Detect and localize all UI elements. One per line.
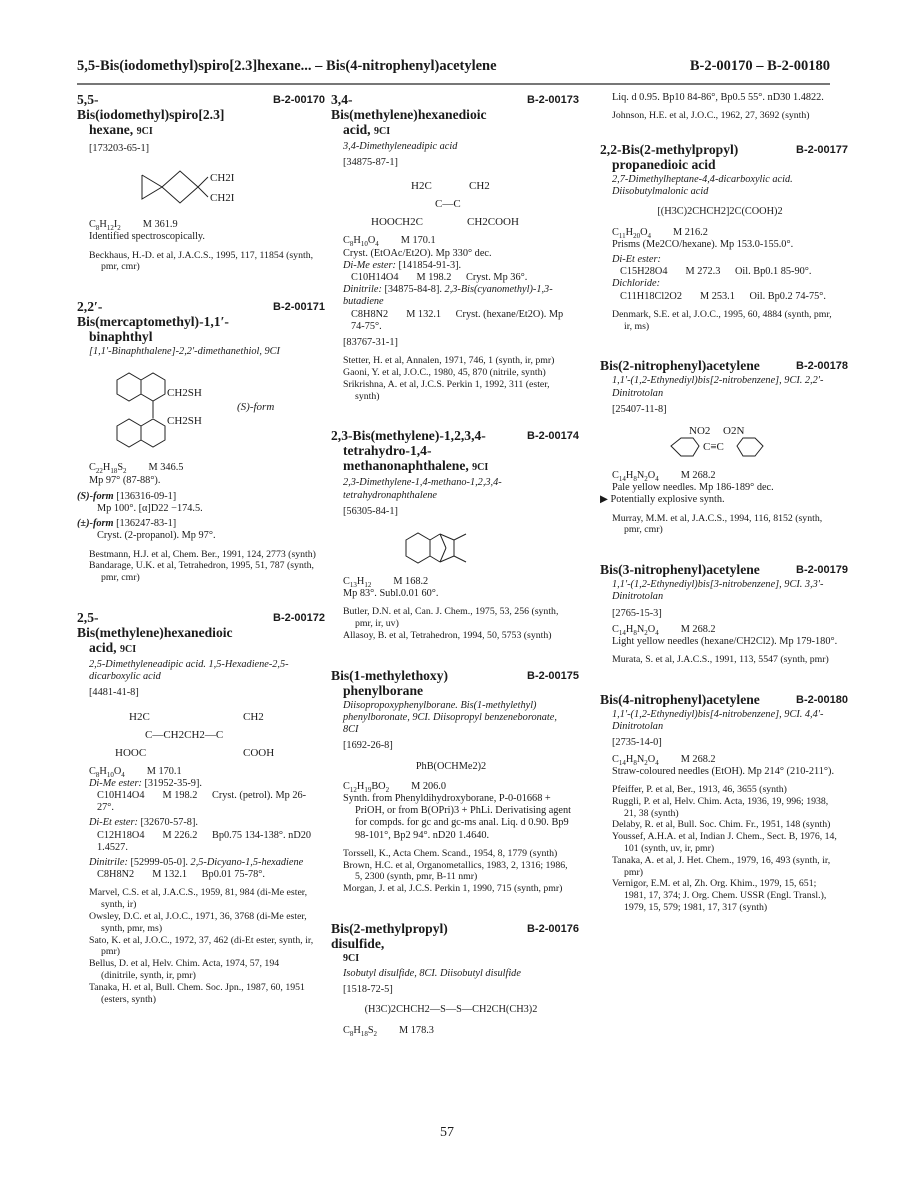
molecular-formula: $C_{14}H_8N_2O_4$ M 268.2 [612, 470, 716, 484]
structure-formula: PhB(OCHMe2)2 [415, 760, 487, 772]
reference: Torssell, K., Acta Chem. Scand., 1954, 8, 1779 (synth) [343, 847, 558, 859]
derivative-label: Di-Me ester: [89, 777, 142, 789]
entry-heading [600, 562, 848, 578]
structure-label: CH2 [243, 710, 264, 723]
references [331, 606, 571, 641]
header-title: 5,5-Bis(iodomethyl)spiro[2.3]hexane... – Bis(4-nitrophenyl)acetylene [77, 58, 497, 74]
reference: Vernigor, E.M. et al, Zh. Org. Khim., 1979, 15, 651; 1981, 17, 374; J. Org. Chem. USSR (Engl. Transl.), 1979, 15, 579; 1981, 17, 317 (synth) [612, 878, 827, 914]
ci-tag: 9CI [119, 644, 137, 656]
molecular-mass: M 268.2 [680, 623, 716, 635]
entry-heading [331, 921, 579, 966]
form-label: (±)-form [77, 518, 114, 530]
derivative-mass: M 226.2 [162, 829, 198, 841]
derivative-mass: M 132.1 [406, 308, 442, 320]
form-text: Mp 100°. [α]D22 −174.5. [97, 503, 203, 515]
references [600, 784, 840, 914]
cas-number: [32670-57-8]. [140, 817, 198, 829]
reference: Sato, K. et al, J.O.C., 1972, 37, 462 (di-Et ester, synth, ir, pmr) [89, 934, 314, 958]
entry-name-cont: acid, [89, 640, 117, 656]
derivative-formula: C10H14O4 [351, 272, 399, 284]
derivative-di-et-ester [600, 254, 840, 266]
substituent-label: CH2SH [167, 387, 202, 400]
derivative-text: Bp0.01 75-78°. [201, 869, 265, 881]
synonym: 3,4-Dimethyleneadipic acid [343, 141, 458, 152]
molecular-mass: M 268.2 [680, 753, 716, 765]
derivative-text: Cryst. (hexane/Et2O). Mp 74-75°. [351, 308, 564, 332]
derivative-di-et-ester [77, 817, 317, 829]
structure-formula: (H3C)2CHCH2—S—S—CH2CH(CH3)2 [364, 1004, 538, 1016]
references [331, 355, 571, 402]
entry-text: Synth. from Phenyldihydroxyborane, P-0-01668 + PriOH, or from B(OPri)3 + PhLi. Derivatising agent for compds. for gc and gc-ms anal. Liq. d 0.90. Bp9 98-101°, Bp2 94°. nD20 1.4640. [343, 793, 572, 841]
structure-diene-diacid [331, 177, 571, 229]
derivative-data [77, 830, 317, 854]
derivative-label: Di-Et ester: [89, 817, 138, 829]
reference: Srikrishna, A. et al, J.C.S. Perkin 1, 1992, 311 (ester, synth) [343, 378, 550, 402]
entry-b-2-00176-continued [600, 92, 840, 122]
derivative-formula: C15H28O4 [620, 266, 668, 278]
cas-number: [1518-72-5] [343, 984, 393, 996]
derivative-dinitrile [77, 857, 317, 869]
entry-text: Prisms (Me2CO/hexane). Mp 153.0-155.0°. [612, 238, 794, 250]
structure-spirohexane [77, 163, 317, 213]
structure-label: HOOCH2C [371, 216, 423, 229]
entry-name: 2,2-Bis(2-methylpropyl) [600, 142, 739, 157]
entry-id: B-2-00176 [527, 923, 579, 936]
substituent-label: CH2I [210, 172, 235, 185]
entry-id: B-2-00171 [273, 301, 325, 314]
entry-name: Bis(3-nitrophenyl)acetylene [600, 562, 760, 578]
molecular-mass: M 361.9 [142, 219, 178, 231]
references [600, 309, 840, 333]
cas-number: [2765-15-3] [612, 607, 662, 619]
molecular-mass: M 168.2 [393, 576, 429, 588]
references [77, 250, 317, 274]
entry-b-2-00175 [331, 667, 579, 895]
header-range: B-2-00170 – B-2-00180 [689, 58, 830, 74]
entry-name-cont: hexane, [89, 122, 134, 137]
entry-text: Mp 97° (87-88°). [89, 474, 161, 486]
reference: Tanaka, A. et al, J. Het. Chem., 1979, 16, 493 (synth, ir, pmr) [612, 854, 831, 878]
references [77, 549, 317, 584]
derivative-dinitrile [331, 284, 571, 308]
derivative-mass: M 253.1 [699, 290, 735, 302]
structure-methanonaphthalene [331, 526, 571, 570]
entry-heading [331, 428, 579, 475]
molecular-formula: $C_8H_{10}O_4$ M 170.1 [343, 235, 436, 249]
cas-number: [141854-91-3]. [398, 259, 462, 271]
structure-label: H2C [129, 710, 150, 723]
cas-number: [34875-84-8]. [384, 284, 442, 296]
entry-b-2-00180 [600, 692, 848, 914]
derivative-data [600, 266, 840, 278]
structure-diene-diacid [77, 708, 317, 760]
references [331, 848, 571, 895]
derivative-text: Oil. Bp0.1 85-90°. [734, 266, 812, 278]
entry-text: Cryst. (EtOAc/Et2O). Mp 330° dec. [343, 247, 492, 259]
column-3 [600, 92, 848, 940]
entry-heading [77, 92, 325, 139]
entry-b-2-00171 [77, 299, 325, 584]
entry-name-cont: acid, [343, 122, 371, 137]
molecular-mass: M 178.3 [399, 1024, 434, 1036]
entry-text: Liq. d 0.95. Bp10 84-86°, Bp0.5 55°. nD30 1.4822. [612, 92, 824, 103]
derivative-mass: M 198.2 [416, 272, 452, 284]
reference: Stetter, H. et al, Annalen, 1971, 746, 1 (synth, ir, pmr) [343, 355, 555, 367]
page-number: 57 [440, 1125, 454, 1140]
references [600, 513, 840, 537]
synonym: 2,3-Dimethylene-1,4-methano-1,2,3,4-tetrahydronaphthalene [343, 477, 502, 501]
substituent-label: NO2 [689, 425, 711, 438]
synonym: Isobutyl disulfide, 8CI. Diisobutyl disulfide [343, 968, 521, 980]
derivative-data [331, 309, 571, 333]
derivative-text: Cryst. Mp 36°. [465, 272, 528, 284]
derivative-mass: M 198.2 [162, 790, 198, 802]
reference: Delaby, R. et al, Bull. Soc. Chim. Fr., 1951, 148 (synth) [612, 819, 831, 831]
substituent-label: CH2I [210, 192, 235, 205]
derivative-synonym: 2,5-Dicyano-1,5-hexadiene [190, 857, 304, 869]
reference: Johnson, H.E. et al, J.O.C., 1962, 27, 3692 (synth) [612, 110, 810, 122]
ci-tag: 9CI [136, 126, 153, 137]
entry-text: Light yellow needles (hexane/CH2Cl2). Mp 179-180°. [612, 636, 838, 648]
molecular-mass: M 268.2 [680, 470, 716, 482]
column-1 [77, 92, 325, 1031]
reference: Bestmann, H.J. et al, Chem. Ber., 1991, 124, 2773 (synth) [89, 548, 316, 560]
entry-text: Mp 83°. Subl.0.01 60°. [343, 588, 439, 600]
derivative-synonym: 2,3-Bis(cyanomethyl)-1,3-butadiene [343, 284, 553, 308]
entry-b-2-00178 [600, 358, 848, 536]
synonym: 2,5-Dimethyleneadipic acid. 1,5-Hexadiene-2,5-dicarboxylic acid [89, 659, 289, 683]
entry-b-2-00172 [77, 610, 325, 1005]
reference: Owsley, D.C. et al, J.O.C., 1971, 36, 3768 (di-Me ester, synth, pmr, ms) [89, 911, 307, 934]
derivative-label: Di-Et ester: [612, 254, 661, 266]
structure-label: H2C [411, 180, 432, 193]
entry-heading [77, 299, 325, 345]
molecular-formula: $C_{13}H_{12}$ M 168.2 [343, 576, 429, 590]
entry-id: B-2-00173 [527, 94, 579, 106]
synonym: 1,1′-(1,2-Ethynediyl)bis[3-nitrobenzene], 9CI. 3,3′-Dinitrotolan [612, 579, 824, 603]
derivative-formula: C11H18Cl2O2 [620, 290, 682, 302]
hazard-warning [600, 494, 840, 506]
reference: Youssef, A.H.A. et al, Indian J. Chem., Sect. B, 1976, 14, 101 (synth, uv, ir, pmr) [612, 831, 837, 855]
entry-name-cont: phenylborane [343, 682, 424, 698]
molecular-mass: M 216.2 [673, 226, 708, 238]
derivative-dichloride [600, 278, 840, 290]
reference: Bandarage, U.K. et al, Tetrahedron, 1995, 51, 787 (synth, pmr, cmr) [89, 560, 314, 584]
structure-label: C—C [435, 198, 461, 211]
entry-b-2-00179 [600, 562, 848, 666]
derivative-data [77, 869, 317, 881]
entry-name-cont: propanedioic acid [612, 157, 716, 172]
entry-name-cont: tetrahydro-1,4- [343, 443, 432, 459]
warning-arrow-icon: ▶ [600, 494, 611, 506]
reference: Gaoni, Y. et al, J.O.C., 1980, 45, 870 (nitrile, synth) [343, 367, 546, 379]
reference: Pfeiffer, P. et al, Ber., 1913, 46, 3655 (synth) [612, 784, 787, 796]
derivative-formula: C10H14O4 [97, 790, 145, 802]
synonym: 1,1′-(1,2-Ethynediyl)bis[4-nitrobenzene], 9CI. 4,4′-Dinitrotolan [612, 709, 824, 733]
structure-label: HOOC [115, 746, 147, 759]
entry-id: B-2-00175 [527, 669, 579, 682]
derivative-mass: M 272.3 [685, 266, 721, 278]
molecular-mass: M 346.5 [148, 462, 184, 474]
cas-number: [52999-05-0]. [130, 857, 188, 869]
form-s [77, 491, 317, 503]
entry-id: B-2-00172 [273, 612, 325, 625]
entry-name: 2,3-Bis(methylene)-1,2,3,4- [331, 428, 486, 444]
derivative-formula: C8H8N2 [351, 308, 389, 320]
molecular-formula: $C_{14}H_8N_2O_4$ M 268.2 [612, 753, 716, 767]
reference: Murray, M.M. et al, J.A.C.S., 1994, 116, 8152 (synth, pmr, cmr) [612, 512, 823, 536]
entry-b-2-00177 [600, 142, 848, 332]
entry-id: B-2-00178 [796, 360, 848, 373]
structure-formula: [(H3C)2CHCH2]2C(COOH)2 [657, 206, 783, 218]
header-rule [77, 83, 830, 85]
derivative-label: Dichloride: [612, 278, 661, 290]
entry-heading [331, 667, 579, 698]
substituent-label: O2N [723, 425, 745, 438]
entry-name: 2,5-Bis(methylene)hexanedioic [77, 610, 233, 641]
entry-name: 5,5-Bis(iodomethyl)spiro[2.3] [77, 92, 225, 122]
entry-name: Bis(1-methylethoxy) [331, 667, 449, 683]
entry-name-cont: methanonaphthalene, [343, 458, 469, 474]
reference: Murata, S. et al, J.A.C.S., 1991, 113, 5547 (synth, pmr) [612, 654, 829, 666]
derivative-label: Dinitrile: [89, 857, 128, 869]
entry-heading [600, 692, 848, 708]
derivative-di-me-ester [77, 778, 317, 790]
entry-name: 3,4-Bis(methylene)hexanedioic [331, 92, 487, 122]
column-2 [331, 92, 579, 1063]
entry-name-cont: binaphthyl [89, 329, 153, 345]
molecular-formula: $C_8H_{12}I_2$ M 361.9 [89, 219, 178, 233]
entry-b-2-00173 [331, 92, 579, 402]
substituent-label: CH2SH [167, 415, 202, 428]
molecular-formula: $C_8H_{10}O_4$ M 170.1 [89, 765, 182, 779]
derivative-formula: C12H18O4 [97, 829, 145, 841]
entry-id: B-2-00177 [796, 144, 848, 156]
molecular-formula: $C_{22}H_{18}S_2$ M 346.5 [89, 462, 184, 476]
synonym: 1,1′-(1,2-Ethynediyl)bis[2-nitrobenzene], 9CI. 2,2′-Dinitrotolan [612, 375, 824, 399]
synonym: Diisopropoxyphenylborane. Bis(1-methylethyl) phenylboronate, 9CI. Diisopropyl benzeneboronate, 8CI [343, 699, 557, 736]
reference: Ruggli, P. et al, Helv. Chim. Acta, 1936, 19, 996; 1938, 21, 38 (synth) [612, 795, 829, 819]
ci-tag: 9CI [373, 126, 391, 137]
structure-label: CH2COOH [467, 216, 519, 229]
reference: Denmark, S.E. et al, J.O.C., 1995, 60, 4884 (synth, pmr, ir, ms) [612, 308, 832, 332]
entry-name: Bis(4-nitrophenyl)acetylene [600, 692, 760, 708]
molecular-mass: M 206.0 [411, 780, 447, 792]
form-label: (S)-form [77, 490, 114, 502]
molecular-mass: M 170.1 [400, 235, 436, 247]
derivative-formula: C8H8N2 [97, 869, 135, 881]
references [600, 110, 840, 122]
derivative-di-me-ester [331, 260, 571, 272]
reference: Bellus, D. et al, Helv. Chim. Acta, 1974, 57, 194 (dinitrile, synth, ir, pmr) [89, 958, 280, 982]
reference: Tanaka, H. et al, Bull. Chem. Soc. Jpn., 1987, 60, 1951 (esters, synth) [89, 981, 305, 1005]
reference: Marvel, C.S. et al, J.A.C.S., 1959, 81, 984 (di-Me ester, synth, ir) [89, 887, 308, 911]
cas-number: [25407-11-8] [612, 403, 667, 415]
entry-text: Identified spectroscopically. [89, 231, 205, 243]
cas-number: [31952-35-9]. [144, 777, 202, 789]
warning-text: Potentially explosive synth. [610, 494, 725, 506]
derivative-text: Cryst. (petrol). Mp 26-27°. [97, 790, 307, 814]
entry-b-2-00174 [331, 428, 579, 642]
cas-number: [1692-26-8] [343, 740, 393, 752]
cas-number: [2735-14-0] [612, 737, 662, 749]
derivative-data [600, 291, 840, 303]
entry-heading [331, 92, 579, 139]
cas-number: [83767-31-1] [343, 337, 398, 349]
molecular-formula: $C_{11}H_{20}O_4$ M 216.2 [612, 226, 708, 240]
structure-label: C—CH2CH2—C [145, 728, 224, 741]
derivative-data [331, 272, 571, 284]
references [600, 654, 840, 666]
cas-number: [4481-41-8] [89, 687, 139, 699]
structure-binaphthyl [77, 366, 317, 456]
reference: Morgan, J. et al, J.C.S. Perkin 1, 1990, 715 (synth, pmr) [343, 883, 563, 895]
cas-number: [173203-65-1] [89, 143, 150, 154]
reference: Butler, D.N. et al, Can. J. Chem., 1975, 53, 256 (synth, pmr, ir, uv) [343, 606, 559, 630]
cas-number: [34875-87-1] [343, 157, 398, 169]
entry-text: Pale yellow needles. Mp 186-189° dec. [612, 482, 774, 494]
running-header [77, 58, 830, 88]
cas-number: [56305-84-1] [343, 505, 398, 517]
entry-text: Straw-coloured needles (EtOH). Mp 214° (210-211°). [612, 765, 835, 777]
entry-id: B-2-00174 [527, 430, 579, 443]
entry-heading [77, 610, 325, 657]
derivative-text: Oil. Bp0.2 74-75°. [749, 290, 826, 302]
derivative-label: Dinitrile: [343, 284, 382, 296]
form-text: Cryst. (2-propanol). Mp 97°. [97, 530, 216, 542]
entry-heading [600, 358, 848, 374]
derivative-mass: M 132.1 [152, 869, 188, 881]
references [77, 887, 317, 1005]
entry-name: Bis(2-methylpropyl) disulfide, [331, 921, 448, 952]
entry-id: B-2-00179 [796, 564, 848, 577]
structure-label: C≡C [703, 441, 724, 454]
entry-name: 2,2′-Bis(mercaptomethyl)-1,1′- [77, 299, 229, 330]
entry-id: B-2-00180 [796, 694, 848, 707]
entry-b-2-00176 [331, 921, 579, 1038]
molecular-formula: $C_{12}H_{19}BO_2$ M 206.0 [343, 780, 447, 794]
structure-label: CH2 [469, 180, 490, 193]
derivative-text: Bp0.75 134-138°. nD20 1.4527. [97, 829, 312, 853]
derivative-data [77, 790, 317, 814]
entry-name: Bis(2-nitrophenyl)acetylene [600, 358, 760, 374]
structure-dinitrotolan [600, 424, 840, 464]
reference: Beckhaus, H.-D. et al, J.A.C.S., 1995, 117, 11854 (synth, pmr, cmr) [89, 249, 314, 273]
ci-tag: 9CI [343, 953, 360, 965]
synonym: 2,7-Dimethylheptane-4,4-dicarboxylic acid. Diisobutylmalonic acid [612, 174, 793, 198]
entry-heading [600, 142, 848, 172]
cas-number: [136316-09-1] [116, 490, 177, 502]
reference: Brown, H.C. et al, Organometallics, 1983, 2, 1316; 1986, 5, 2300 (synth, pmr, B-11 nmr) [343, 859, 568, 883]
structure-label: COOH [243, 746, 275, 759]
ci-tag: 9CI [472, 462, 489, 474]
synonym: [1,1′-Binaphthalene]-2,2′-dimethanethiol, 9CI [89, 346, 280, 358]
entry-id: B-2-00170 [273, 94, 325, 106]
derivative-label: Di-Me ester: [343, 259, 396, 271]
form-label: (S)-form [237, 401, 275, 414]
form-racemic [77, 518, 317, 530]
molecular-mass: M 170.1 [146, 765, 182, 777]
reference: Allasoy, B. et al, Tetrahedron, 1994, 50, 5753 (synth) [343, 630, 552, 642]
molecular-formula: $C_8H_{18}S_2$ M 178.3 [343, 1024, 434, 1038]
entry-b-2-00170 [77, 92, 325, 273]
molecular-formula: $C_{14}H_8N_2O_4$ M 268.2 [612, 623, 716, 637]
cas-number: [136247-83-1] [116, 518, 177, 530]
